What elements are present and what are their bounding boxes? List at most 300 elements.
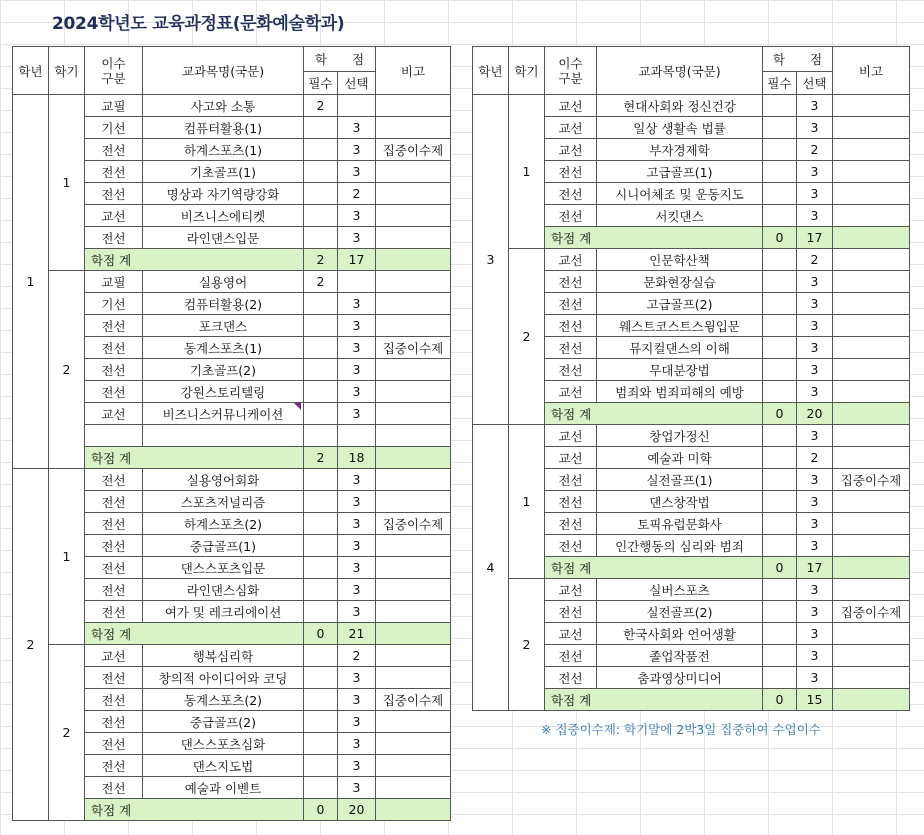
elective-credit-cell: 3	[338, 557, 376, 579]
subtotal-required: 2	[304, 249, 338, 271]
type-cell: 교선	[545, 95, 597, 117]
elective-credit-cell: 2	[338, 645, 376, 667]
course-cell: 고급골프(2)	[597, 293, 763, 315]
page-title: 2024학년도 교육과정표(문화예술학과)	[52, 14, 345, 34]
year-cell: 3	[473, 95, 509, 425]
remark-cell	[833, 139, 910, 161]
elective-credit-cell: 3	[338, 777, 376, 799]
course-cell: 고급골프(1)	[597, 161, 763, 183]
type-cell: 전선	[545, 205, 597, 227]
header-required: 필수	[763, 72, 797, 95]
elective-credit-cell: 3	[797, 293, 833, 315]
table-row	[13, 469, 451, 491]
remark-cell	[833, 447, 910, 469]
required-credit-cell	[304, 117, 338, 139]
remark-cell	[376, 315, 451, 337]
required-credit-cell	[763, 491, 797, 513]
type-cell: 전선	[545, 337, 597, 359]
table-row	[473, 95, 910, 117]
elective-credit-cell: 3	[338, 469, 376, 491]
course-cell: 문화현장실습	[597, 271, 763, 293]
course-cell: 사고와 소통	[143, 95, 304, 117]
type-cell: 전선	[545, 293, 597, 315]
required-credit-cell	[304, 183, 338, 205]
subtotal-label: 학점 계	[545, 227, 763, 249]
elective-credit-cell: 3	[338, 513, 376, 535]
course-cell: 범죄와 범죄피해의 예방	[597, 381, 763, 403]
type-cell: 전선	[545, 315, 597, 337]
elective-credit-cell: 3	[797, 425, 833, 447]
required-credit-cell	[304, 579, 338, 601]
remark-cell	[376, 535, 451, 557]
course-cell: 하계스포츠(1)	[143, 139, 304, 161]
type-cell: 전선	[85, 689, 143, 711]
remark-cell	[376, 469, 451, 491]
remark-cell	[376, 359, 451, 381]
remark-cell	[376, 381, 451, 403]
required-credit-cell	[763, 205, 797, 227]
type-cell	[85, 425, 143, 447]
subtotal-elective: 17	[338, 249, 376, 271]
header-type	[85, 47, 143, 95]
elective-credit-cell: 3	[338, 381, 376, 403]
semester-cell: 2	[509, 579, 545, 711]
elective-credit-cell: 3	[797, 271, 833, 293]
year-cell: 4	[473, 425, 509, 711]
required-credit-cell	[304, 513, 338, 535]
elective-credit-cell: 3	[338, 205, 376, 227]
type-cell: 전선	[545, 667, 597, 689]
type-cell: 전선	[85, 535, 143, 557]
type-cell: 전선	[85, 183, 143, 205]
elective-credit-cell: 3	[797, 381, 833, 403]
course-cell: 기초골프(2)	[143, 359, 304, 381]
required-credit-cell	[304, 205, 338, 227]
subtotal-label: 학점 계	[85, 447, 304, 469]
required-credit-cell	[304, 139, 338, 161]
course-cell: 실용영어회화	[143, 469, 304, 491]
curriculum-table-left	[12, 46, 451, 821]
required-credit-cell	[763, 293, 797, 315]
elective-credit-cell: 3	[797, 491, 833, 513]
type-cell: 교선	[545, 249, 597, 271]
required-credit-cell	[763, 513, 797, 535]
course-cell: 뮤지컬댄스의 이해	[597, 337, 763, 359]
elective-credit-cell: 2	[797, 249, 833, 271]
required-credit-cell: 2	[304, 95, 338, 117]
subtotal-required: 2	[304, 447, 338, 469]
semester-cell: 1	[509, 425, 545, 579]
required-credit-cell	[304, 557, 338, 579]
elective-credit-cell: 3	[338, 667, 376, 689]
course-cell: 일상 생활속 법률	[597, 117, 763, 139]
header-credit: 학 점	[304, 47, 376, 72]
remark-cell	[833, 315, 910, 337]
subtotal-required: 0	[763, 557, 797, 579]
type-cell: 전선	[545, 183, 597, 205]
required-credit-cell	[763, 183, 797, 205]
remark-cell	[833, 513, 910, 535]
type-cell: 전선	[85, 557, 143, 579]
required-credit-cell	[304, 755, 338, 777]
course-cell: 행복심리학	[143, 645, 304, 667]
required-credit-cell	[763, 271, 797, 293]
elective-credit-cell: 3	[797, 315, 833, 337]
header-elective: 선택	[797, 72, 833, 95]
remark-cell	[833, 161, 910, 183]
required-credit-cell	[304, 227, 338, 249]
course-cell: 부자경제학	[597, 139, 763, 161]
elective-credit-cell: 3	[797, 359, 833, 381]
remark-cell: 집중이수제	[376, 337, 451, 359]
subtotal-elective: 20	[338, 799, 376, 821]
required-credit-cell	[304, 711, 338, 733]
subtotal-required: 0	[763, 227, 797, 249]
course-cell: 한국사회와 언어생활	[597, 623, 763, 645]
required-credit-cell	[763, 359, 797, 381]
required-credit-cell	[304, 469, 338, 491]
course-cell: 서킷댄스	[597, 205, 763, 227]
subtotal-required: 0	[304, 799, 338, 821]
remark-cell	[376, 667, 451, 689]
required-credit-cell	[304, 667, 338, 689]
remark-cell: 집중이수제	[833, 469, 910, 491]
type-cell: 전선	[85, 711, 143, 733]
elective-credit-cell: 3	[797, 469, 833, 491]
type-cell: 전선	[545, 535, 597, 557]
subtotal-label: 학점 계	[545, 557, 763, 579]
required-credit-cell	[304, 381, 338, 403]
semester-cell: 2	[509, 249, 545, 425]
type-cell: 전선	[85, 579, 143, 601]
remark-cell	[376, 601, 451, 623]
type-cell: 교선	[545, 381, 597, 403]
type-cell: 전선	[85, 601, 143, 623]
course-cell: 동계스포츠(1)	[143, 337, 304, 359]
elective-credit-cell: 3	[797, 579, 833, 601]
remark-cell	[833, 249, 910, 271]
remark-cell	[376, 117, 451, 139]
remark-cell	[833, 535, 910, 557]
remark-cell	[376, 425, 451, 447]
remark-cell	[833, 205, 910, 227]
required-credit-cell	[304, 403, 338, 425]
type-cell: 전선	[545, 601, 597, 623]
required-credit-cell	[763, 315, 797, 337]
semester-cell: 2	[49, 645, 85, 821]
elective-credit-cell: 3	[338, 337, 376, 359]
required-credit-cell	[763, 95, 797, 117]
elective-credit-cell	[338, 95, 376, 117]
required-credit-cell	[304, 161, 338, 183]
remark-cell	[833, 491, 910, 513]
required-credit-cell	[304, 293, 338, 315]
subtotal-required: 0	[763, 403, 797, 425]
required-credit-cell	[763, 469, 797, 491]
elective-credit-cell: 3	[797, 117, 833, 139]
course-cell: 졸업작품전	[597, 645, 763, 667]
required-credit-cell	[304, 359, 338, 381]
subtotal-required: 0	[304, 623, 338, 645]
elective-credit-cell: 2	[797, 447, 833, 469]
header-year: 학년	[13, 47, 49, 95]
subtotal-elective: 18	[338, 447, 376, 469]
elective-credit-cell: 3	[797, 535, 833, 557]
remark-cell: 집중이수제	[376, 689, 451, 711]
remark-cell	[833, 381, 910, 403]
type-cell: 전선	[85, 667, 143, 689]
elective-credit-cell: 3	[797, 183, 833, 205]
required-credit-cell	[304, 535, 338, 557]
subtotal-elective: 15	[797, 689, 833, 711]
elective-credit-cell: 3	[797, 645, 833, 667]
course-cell: 댄스스포츠입문	[143, 557, 304, 579]
remark-cell	[376, 711, 451, 733]
required-credit-cell	[763, 535, 797, 557]
type-cell: 교선	[545, 425, 597, 447]
required-credit-cell	[763, 337, 797, 359]
required-credit-cell	[763, 623, 797, 645]
remark-cell	[376, 579, 451, 601]
subtotal-label: 학점 계	[545, 689, 763, 711]
semester-cell: 2	[49, 271, 85, 469]
elective-credit-cell: 3	[797, 667, 833, 689]
type-cell: 전선	[545, 645, 597, 667]
type-cell: 전선	[85, 315, 143, 337]
table-row	[13, 271, 451, 293]
header-year: 학년	[473, 47, 509, 95]
subtotal-elective: 21	[338, 623, 376, 645]
elective-credit-cell: 3	[797, 205, 833, 227]
remark-cell	[833, 337, 910, 359]
header-course: 교과목명(국문)	[143, 47, 304, 95]
subtotal-elective: 20	[797, 403, 833, 425]
required-credit-cell	[763, 161, 797, 183]
type-cell: 전선	[85, 139, 143, 161]
remark-cell	[376, 557, 451, 579]
elective-credit-cell: 3	[797, 623, 833, 645]
remark-cell	[833, 359, 910, 381]
elective-credit-cell: 3	[338, 139, 376, 161]
required-credit-cell	[304, 689, 338, 711]
year-cell: 2	[13, 469, 49, 821]
remark-cell: 집중이수제	[376, 513, 451, 535]
type-cell: 전선	[85, 359, 143, 381]
course-cell: 현대사회와 정신건강	[597, 95, 763, 117]
elective-credit-cell: 3	[338, 733, 376, 755]
course-cell: 시니어체조 및 운동지도	[597, 183, 763, 205]
required-credit-cell	[763, 249, 797, 271]
comment-marker	[294, 403, 301, 410]
subtotal-remark	[376, 249, 451, 271]
remark-cell	[376, 161, 451, 183]
elective-credit-cell: 3	[338, 315, 376, 337]
remark-cell	[833, 117, 910, 139]
elective-credit-cell	[338, 425, 376, 447]
required-credit-cell	[304, 315, 338, 337]
table-row	[13, 645, 451, 667]
elective-credit-cell: 3	[338, 227, 376, 249]
subtotal-remark	[376, 623, 451, 645]
remark-cell	[833, 667, 910, 689]
header-elective: 선택	[338, 72, 376, 95]
required-credit-cell	[763, 117, 797, 139]
type-cell: 전선	[85, 469, 143, 491]
type-cell: 교선	[85, 645, 143, 667]
remark-cell	[833, 271, 910, 293]
type-cell: 교선	[545, 447, 597, 469]
elective-credit-cell: 3	[338, 711, 376, 733]
course-cell: 컴퓨터활용(1)	[143, 117, 304, 139]
type-cell: 전선	[85, 513, 143, 535]
required-credit-cell	[304, 733, 338, 755]
type-cell: 전선	[545, 161, 597, 183]
course-cell: 하계스포츠(2)	[143, 513, 304, 535]
course-cell: 웨스트코스트스윙입문	[597, 315, 763, 337]
remark-cell	[376, 95, 451, 117]
subtotal-label: 학점 계	[545, 403, 763, 425]
remark-cell	[376, 183, 451, 205]
required-credit-cell	[763, 425, 797, 447]
required-credit-cell	[304, 645, 338, 667]
type-cell: 전선	[85, 227, 143, 249]
course-cell: 창업가정신	[597, 425, 763, 447]
course-cell: 스포츠저널리즘	[143, 491, 304, 513]
course-cell: 무대분장법	[597, 359, 763, 381]
header-semester: 학기	[509, 47, 545, 95]
type-cell: 전선	[545, 359, 597, 381]
header-type	[545, 47, 597, 95]
course-cell: 여가 및 레크리에이션	[143, 601, 304, 623]
required-credit-cell	[304, 491, 338, 513]
type-cell: 교선	[545, 579, 597, 601]
remark-cell	[833, 579, 910, 601]
header-required: 필수	[304, 72, 338, 95]
type-cell: 전선	[545, 271, 597, 293]
type-cell: 교선	[545, 117, 597, 139]
course-cell: 예술과 이벤트	[143, 777, 304, 799]
remark-cell	[833, 183, 910, 205]
course-cell: 실전골프(1)	[597, 469, 763, 491]
required-credit-cell	[763, 579, 797, 601]
remark-cell	[376, 293, 451, 315]
type-cell: 교필	[85, 271, 143, 293]
type-cell: 교필	[85, 95, 143, 117]
elective-credit-cell: 3	[338, 117, 376, 139]
elective-credit-cell: 3	[797, 601, 833, 623]
remark-cell	[376, 227, 451, 249]
course-cell: 실용영어	[143, 271, 304, 293]
table-row	[473, 249, 910, 271]
semester-cell: 1	[509, 95, 545, 249]
remark-cell: 집중이수제	[376, 139, 451, 161]
header-remark: 비고	[833, 47, 910, 95]
course-cell: 예술과 미학	[597, 447, 763, 469]
table-row	[473, 425, 910, 447]
required-credit-cell: 2	[304, 271, 338, 293]
remark-cell	[376, 777, 451, 799]
course-cell: 인간행동의 심리와 범죄	[597, 535, 763, 557]
subtotal-required: 0	[763, 689, 797, 711]
course-cell: 비즈니스에티켓	[143, 205, 304, 227]
year-cell: 1	[13, 95, 49, 469]
elective-credit-cell	[338, 271, 376, 293]
course-cell: 댄스창작법	[597, 491, 763, 513]
table-row	[13, 95, 451, 117]
remark-cell	[376, 645, 451, 667]
subtotal-remark	[376, 447, 451, 469]
header-semester: 학기	[49, 47, 85, 95]
subtotal-remark	[833, 557, 910, 579]
subtotal-label: 학점 계	[85, 623, 304, 645]
course-cell: 라인댄스입문	[143, 227, 304, 249]
elective-credit-cell: 3	[338, 403, 376, 425]
required-credit-cell	[304, 337, 338, 359]
type-cell: 전선	[85, 755, 143, 777]
type-cell: 전선	[85, 337, 143, 359]
type-cell: 기선	[85, 293, 143, 315]
required-credit-cell	[763, 601, 797, 623]
subtotal-elective: 17	[797, 557, 833, 579]
course-cell: 비즈니스커뮤니케이션	[143, 403, 304, 425]
course-cell: 강원스토리텔링	[143, 381, 304, 403]
course-cell: 창의적 아이디어와 코딩	[143, 667, 304, 689]
elective-credit-cell: 3	[338, 579, 376, 601]
type-cell: 교선	[545, 139, 597, 161]
course-cell: 라인댄스심화	[143, 579, 304, 601]
subtotal-remark	[833, 403, 910, 425]
course-cell: 토픽유럽문화사	[597, 513, 763, 535]
type-cell: 전선	[85, 733, 143, 755]
curriculum-table-right	[472, 46, 910, 711]
required-credit-cell	[763, 667, 797, 689]
header-type-text: 이수 구분	[101, 55, 126, 86]
remark-cell	[376, 755, 451, 777]
type-cell: 교선	[545, 623, 597, 645]
course-cell	[143, 425, 304, 447]
course-cell: 컴퓨터활용(2)	[143, 293, 304, 315]
elective-credit-cell: 3	[338, 535, 376, 557]
course-cell: 포크댄스	[143, 315, 304, 337]
elective-credit-cell: 3	[797, 161, 833, 183]
remark-cell	[376, 271, 451, 293]
type-cell: 교선	[85, 403, 143, 425]
elective-credit-cell: 3	[338, 359, 376, 381]
required-credit-cell	[304, 425, 338, 447]
header-credit: 학 점	[763, 47, 833, 72]
required-credit-cell	[763, 139, 797, 161]
elective-credit-cell: 3	[338, 491, 376, 513]
type-cell: 전선	[85, 777, 143, 799]
footnote-intensive-course: ※ 집중이수제: 학기말에 2박3일 집중하여 수업이수	[541, 722, 821, 737]
remark-cell	[833, 425, 910, 447]
course-cell: 인문학산책	[597, 249, 763, 271]
header-type-text: 이수 구분	[558, 55, 583, 86]
elective-credit-cell: 3	[338, 755, 376, 777]
remark-cell	[833, 293, 910, 315]
course-cell: 중급골프(1)	[143, 535, 304, 557]
elective-credit-cell: 3	[797, 95, 833, 117]
subtotal-remark	[376, 799, 451, 821]
elective-credit-cell: 3	[338, 601, 376, 623]
required-credit-cell	[304, 601, 338, 623]
subtotal-label: 학점 계	[85, 249, 304, 271]
course-cell: 명상과 자기역량강화	[143, 183, 304, 205]
remark-cell	[833, 645, 910, 667]
remark-cell	[833, 623, 910, 645]
course-cell: 동계스포츠(2)	[143, 689, 304, 711]
type-cell: 전선	[545, 513, 597, 535]
